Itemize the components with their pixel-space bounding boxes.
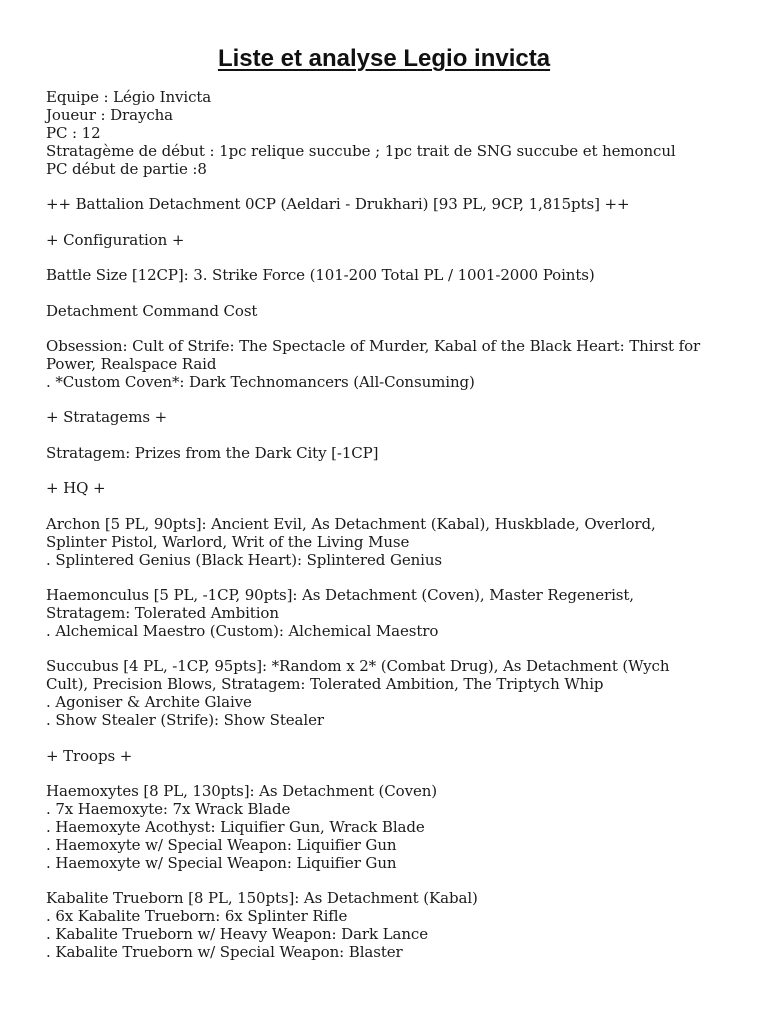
text-line: Splinter Pistol, Warlord, Writ of the Living Muse [46,532,410,551]
text-line: . Haemoxyte w/ Special Weapon: Liquifier Gun [46,836,397,855]
blank-line [46,426,746,443]
blank-line [46,391,746,408]
text-line: . Haemoxyte Acothyst: Liquifier Gun, Wrack Blade [46,818,425,837]
text-line: . Alchemical Maestro (Custom): Alchemical Maestro [46,621,439,640]
text-line: Cult), Precision Blows, Stratagem: Tolerated Ambition, The Triptych Whip [46,675,604,694]
text-line: + Troops + [46,746,133,765]
text-line: Power, Realspace Raid [46,354,217,373]
blank-line [46,569,746,586]
text-line: Haemonculus [5 PL, -1CP, 90pts]: As Detachment (Coven), Master Regenerist, [46,585,634,604]
text-line: . Kabalite Trueborn w/ Special Weapon: Blaster [46,943,403,962]
text-line: Stratagème de début : 1pc relique succube ; 1pc trait de SNG succube et hemoncul [46,142,676,160]
blank-line [46,249,746,266]
blank-line [46,213,746,230]
blank-line [46,497,746,514]
text-line: Detachment Command Cost [46,301,258,320]
text-line: Battle Size [12CP]: 3. Strike Force (101-200 Total PL / 1001-2000 Points) [46,266,595,285]
text-line: . *Custom Coven*: Dark Technomancers (All-Consuming) [46,372,475,391]
blank-line [46,462,746,479]
text-line: . 7x Haemoxyte: 7x Wrack Blade [46,800,291,819]
document-body [46,88,746,961]
blank-line [46,872,746,889]
text-line: . Kabalite Trueborn w/ Heavy Weapon: Dark Lance [46,925,428,944]
text-line: ++ Battalion Detachment 0CP (Aeldari - Drukhari) [93 PL, 9CP, 1,815pts] ++ [46,195,630,214]
text-line: Obsession: Cult of Strife: The Spectacle of Murder, Kabal of the Black Heart: Thirst for [46,336,701,355]
blank-line [46,284,746,301]
text-line: Stratagem: Prizes from the Dark City [-1CP] [46,443,379,462]
text-line: . Haemoxyte w/ Special Weapon: Liquifier Gun [46,854,397,873]
text-line: . 6x Kabalite Trueborn: 6x Splinter Rifle [46,907,348,926]
blank-line [46,640,746,657]
text-line: Joueur : Draycha [46,106,174,124]
blank-line [46,178,746,195]
text-line: Archon [5 PL, 90pts]: Ancient Evil, As Detachment (Kabal), Huskblade, Overlord, [46,514,656,533]
text-line: Succubus [4 PL, -1CP, 95pts]: *Random x 2* (Combat Drug), As Detachment (Wych [46,657,670,676]
text-line: . Agoniser & Archite Glaive [46,693,252,712]
text-line: PC : 12 [46,124,101,142]
blank-line [46,765,746,782]
text-line: Stratagem: Tolerated Ambition [46,603,279,622]
text-line: . Show Stealer (Strife): Show Stealer [46,711,324,730]
text-line: + Stratagems + [46,408,168,427]
text-line: + HQ + [46,479,106,498]
blank-line [46,320,746,337]
text-line: + Configuration + [46,230,185,249]
text-line: Kabalite Trueborn [8 PL, 150pts]: As Detachment (Kabal) [46,889,478,908]
document-title: Liste et analyse Legio invicta [217,45,551,72]
text-line: . Splintered Genius (Black Heart): Splintered Genius [46,550,443,569]
text-line: Equipe : Légio Invicta [46,88,212,106]
blank-line [46,729,746,746]
text-line: PC début de partie :8 [46,160,207,178]
text-line: Haemoxytes [8 PL, 130pts]: As Detachment (Coven) [46,782,438,801]
